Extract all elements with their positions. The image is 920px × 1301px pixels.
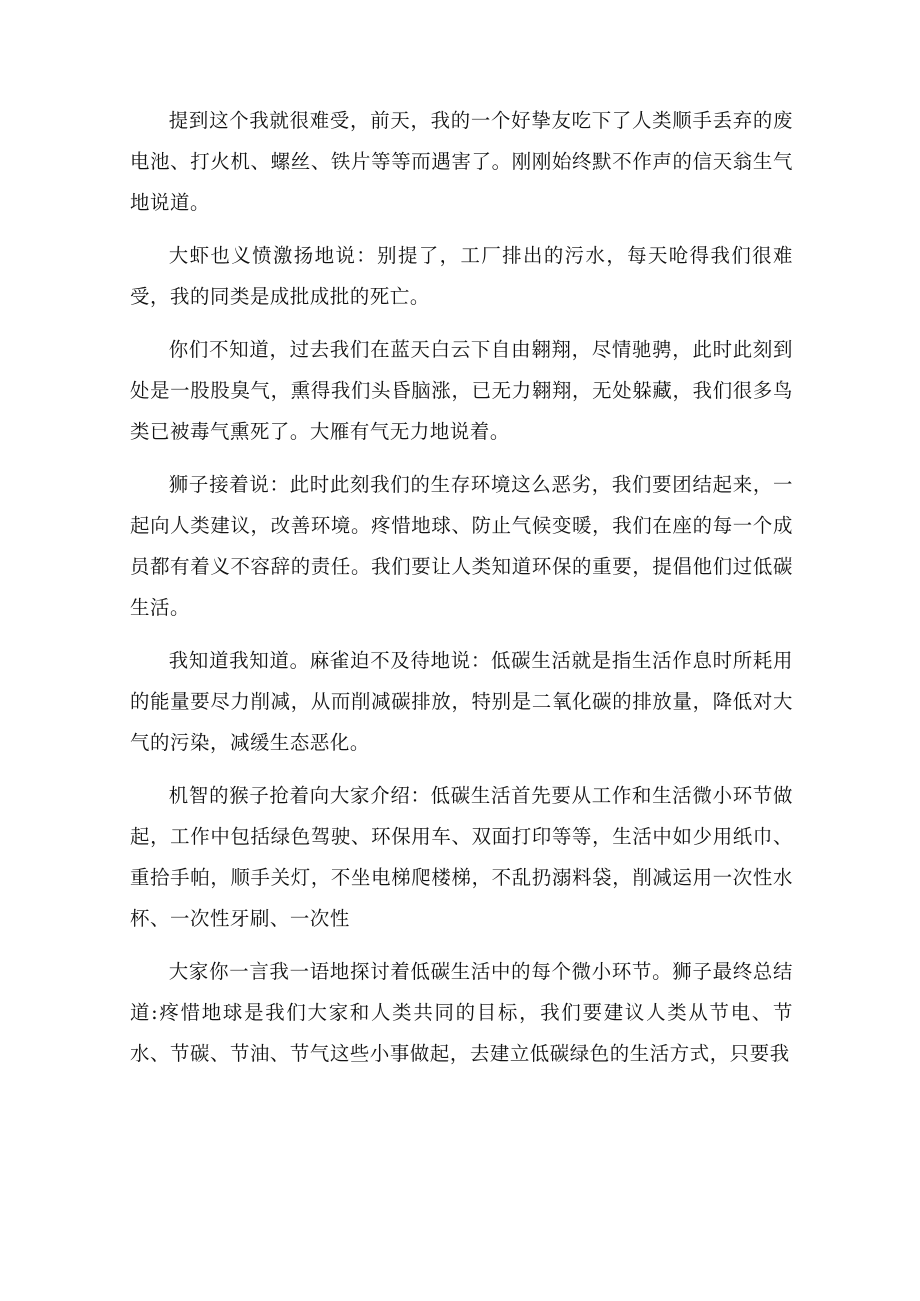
paragraph-albatross: 提到这个我就很难受，前天，我的一个好挚友吃下了人类顺手丢弃的废电池、打火机、螺丝、铁片等等而遇害了。刚刚始终默不作声的信天翁生气地说道。: [130, 109, 793, 214]
paragraph-shrimp: 大虾也义愤激扬地说：别提了，工厂排出的污水，每天呛得我们很难受，我的同类是成批成批的死亡。: [130, 244, 793, 308]
paragraph-wild-goose: 你们不知道，过去我们在蓝天白云下自由翱翔，尽情驰骋，此时此刻到处是一股股臭气，熏得我们头昏脑涨，已无力翱翔，无处躲藏，我们很多鸟类已被毒气熏死了。大雁有气无力地说着。: [130, 338, 793, 443]
paragraph-sparrow: 我知道我知道。麻雀迫不及待地说：低碳生活就是指生活作息时所耗用的能量要尽力削减，从而削减碳排放，特别是二氧化碳的排放量，降低对大气的污染，减缓生态恶化。: [130, 649, 793, 754]
paragraph-lion-summary: 大家你一言我一语地探讨着低碳生活中的每个微小环节。狮子最终总结道:疼惜地球是我们大家和人类共同的目标，我们要建议人类从节电、节水、节碳、节油、节气这些小事做起，去建立低碳绿色的生活方式，只要我: [130, 960, 793, 1065]
paragraph-monkey: 机智的猴子抢着向大家介绍：低碳生活首先要从工作和生活微小环节做起，工作中包括绿色驾驶、环保用车、双面打印等等，生活中如少用纸巾、重拾手帕，顺手关灯，不坐电梯爬楼梯，不乱扔溺料袋，削减运用一次性水杯、一次性牙刷、一次性: [130, 784, 793, 930]
document-body: [130, 100, 793, 1086]
paragraph-lion-proposal: 狮子接着说：此时此刻我们的生存环境这么恶劣，我们要团结起来，一起向人类建议，改善环境。疼惜地球、防止气候变暖，我们在座的每一个成员都有着义不容辞的责任。我们要让人类知道环保的重要，提倡他们过低碳生活。: [130, 473, 793, 619]
